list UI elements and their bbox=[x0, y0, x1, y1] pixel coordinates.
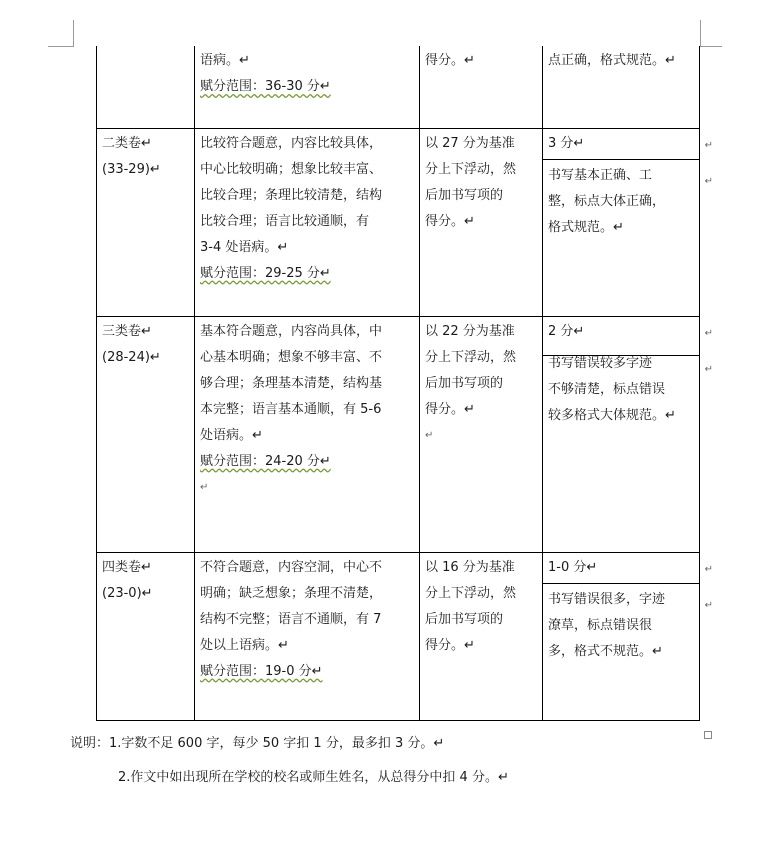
base-cell bbox=[420, 46, 543, 128]
category-name: 四类卷↵ bbox=[102, 559, 152, 575]
note-line-1: 说明：1.字数不足 600 字，每少 50 字扣 1 分，最多扣 3 分。↵ bbox=[70, 736, 445, 751]
score-range-label: 赋分范围：19-0 分↵ bbox=[200, 663, 323, 679]
writing-line: 书写基本正确、工 bbox=[548, 167, 653, 183]
writing-line: 点正确，格式规范。↵ bbox=[548, 53, 676, 68]
table-row bbox=[97, 552, 700, 720]
grading-table bbox=[96, 46, 713, 721]
base-line: 后加书写项的 bbox=[425, 611, 504, 627]
writing-score: 1-0 分↵ bbox=[548, 559, 598, 575]
writing-cell bbox=[543, 46, 700, 128]
writing-line: 书写错误较多字迹 bbox=[548, 355, 653, 371]
table-row bbox=[97, 128, 700, 316]
row-end-mark: ↵ bbox=[704, 175, 713, 187]
description-line: 处以上语病。↵ bbox=[200, 637, 289, 653]
description-line: 中心比较明确；想象比较丰富、 bbox=[200, 161, 383, 177]
category-cell bbox=[97, 128, 195, 316]
category-name: 二类卷↵ bbox=[102, 135, 152, 151]
score-range bbox=[200, 261, 414, 287]
crop-mark-left-vertical bbox=[73, 20, 74, 47]
base-cell bbox=[420, 316, 543, 552]
writing-score: 2 分↵ bbox=[548, 323, 585, 339]
base-line: 得分。↵ bbox=[425, 53, 475, 68]
score-range-label: 赋分范围：29-25 分↵ bbox=[200, 265, 331, 281]
description-line: 处语病。↵ bbox=[200, 427, 263, 443]
category-cell bbox=[97, 552, 195, 720]
score-range-label: 赋分范围：36-30 分↵ bbox=[200, 79, 331, 94]
crop-mark-right-vertical bbox=[700, 20, 701, 47]
base-line: 分上下浮动，然 bbox=[425, 585, 517, 601]
row-end-mark: ↵ bbox=[704, 327, 713, 339]
category-range: (33-29)↵ bbox=[102, 161, 161, 177]
base-line: 后加书写项的 bbox=[425, 187, 504, 203]
writing-divider bbox=[543, 583, 699, 584]
description-cell bbox=[195, 316, 420, 552]
row-end-mark: ↵ bbox=[704, 599, 713, 611]
description-cell bbox=[195, 552, 420, 720]
description-line: 3-4 处语病。↵ bbox=[200, 239, 289, 255]
writing-cell bbox=[543, 316, 713, 552]
base-line: 得分。↵ bbox=[425, 637, 475, 653]
score-range bbox=[200, 74, 414, 100]
description-line: 结构不完整；语言不通顺，有 7 bbox=[200, 611, 382, 627]
description-line: 语病。↵ bbox=[200, 53, 250, 68]
crop-mark-right-horizontal bbox=[700, 46, 722, 47]
score-range-label: 赋分范围：24-20 分↵ bbox=[200, 453, 331, 469]
description-line: 不符合题意，内容空洞，中心不 bbox=[200, 559, 383, 575]
description-line: 明确；缺乏想象；条理不清楚， bbox=[200, 585, 383, 601]
description-line: 本完整；语言基本通顺，有 5-6 bbox=[200, 401, 382, 417]
description-cell bbox=[195, 46, 420, 128]
row-end-mark: ↵ bbox=[704, 363, 713, 375]
writing-line: 潦草，标点错误很 bbox=[548, 617, 653, 633]
writing-line: 较多格式大体规范。↵ bbox=[548, 407, 676, 423]
paragraph-mark: ↵ bbox=[200, 481, 209, 493]
description-line: 基本符合题意，内容尚具体，中 bbox=[200, 323, 383, 339]
writing-divider bbox=[543, 159, 699, 160]
base-line: 分上下浮动，然 bbox=[425, 161, 517, 177]
category-cell bbox=[97, 316, 195, 552]
row-end-mark: ↵ bbox=[704, 563, 713, 575]
base-line: 分上下浮动，然 bbox=[425, 349, 517, 365]
table-row bbox=[97, 316, 700, 552]
description-line: 比较合理；语言比较通顺，有 bbox=[200, 213, 370, 229]
description-cell bbox=[195, 128, 420, 316]
table-resize-handle[interactable] bbox=[704, 731, 712, 739]
table-row bbox=[97, 46, 700, 128]
crop-mark-left-horizontal bbox=[48, 46, 74, 47]
base-line: 以 27 分为基准 bbox=[425, 135, 515, 151]
writing-line: 书写错误很多，字迹 bbox=[548, 591, 666, 607]
base-line: 以 22 分为基准 bbox=[425, 323, 515, 339]
writing-cell bbox=[543, 128, 713, 316]
writing-line: 格式规范。↵ bbox=[548, 219, 624, 235]
description-line: 比较合理；条理比较清楚，结构 bbox=[200, 187, 383, 203]
description-line: 心基本明确；想象不够丰富、不 bbox=[200, 349, 383, 365]
row-end-mark: ↵ bbox=[704, 139, 713, 151]
category-name: 三类卷↵ bbox=[102, 323, 152, 339]
category-range: (23-0)↵ bbox=[102, 585, 153, 601]
writing-line: 不够清楚，标点错误 bbox=[548, 381, 666, 397]
base-line: 以 16 分为基准 bbox=[425, 559, 515, 575]
writing-line: 多，格式不规范。↵ bbox=[548, 643, 663, 659]
writing-divider bbox=[543, 355, 699, 356]
description-line: 比较符合题意，内容比较具体， bbox=[200, 135, 383, 151]
category-cell bbox=[97, 46, 195, 128]
score-range bbox=[200, 449, 414, 475]
writing-score: 3 分↵ bbox=[548, 135, 585, 151]
description-line: 够合理；条理基本清楚，结构基 bbox=[200, 375, 383, 391]
base-line: 得分。↵ bbox=[425, 213, 475, 229]
paragraph-mark: ↵ bbox=[425, 429, 434, 441]
base-line: 得分。↵ bbox=[425, 401, 475, 417]
base-cell bbox=[420, 128, 543, 316]
note-line-2: 2.作文中如出现所在学校的校名或师生姓名，从总得分中扣 4 分。↵ bbox=[118, 770, 509, 785]
base-line: 后加书写项的 bbox=[425, 375, 504, 391]
writing-line: 整，标点大体正确， bbox=[548, 193, 666, 209]
category-range: (28-24)↵ bbox=[102, 349, 161, 365]
writing-cell bbox=[543, 552, 713, 720]
score-range bbox=[200, 659, 414, 685]
base-cell bbox=[420, 552, 543, 720]
